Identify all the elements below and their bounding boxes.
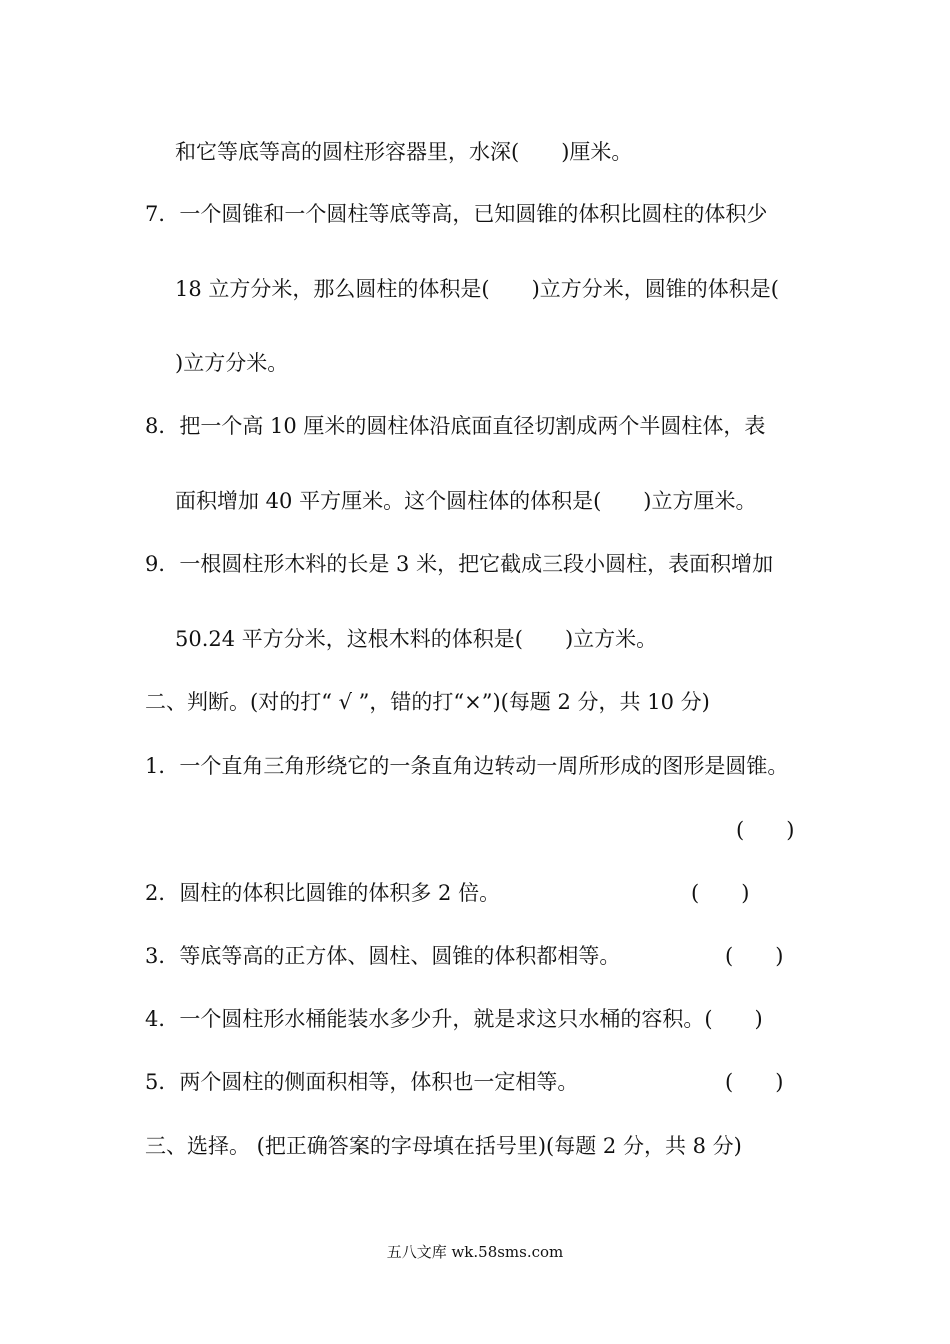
section-2-heading: 二、判断。(对的打“ √ ”，错的打“×”)(每题 2 分，共 10 分) bbox=[145, 690, 710, 714]
q7-text: 7．一个圆锥和一个圆柱等底等高，已知圆锥的体积比圆柱的体积少 bbox=[145, 202, 768, 226]
judge-2-answer-blank: ( ) bbox=[691, 881, 750, 905]
judge-5-text: 5．两个圆柱的侧面积相等，体积也一定相等。 bbox=[145, 1070, 579, 1094]
judge-1-text: 1．一个直角三角形绕它的一条直角边转动一周所形成的图形是圆锥。 bbox=[145, 754, 789, 778]
q9-text: 9．一根圆柱形木料的长是 3 米，把它截成三段小圆柱，表面积增加 bbox=[145, 552, 774, 576]
judge-3-text: 3．等底等高的正方体、圆柱、圆锥的体积都相等。 bbox=[145, 944, 621, 968]
judge-2-text: 2．圆柱的体积比圆锥的体积多 2 倍。 bbox=[145, 881, 501, 905]
q9-continuation: 50.24 平方分米，这根木料的体积是( )立方米。 bbox=[175, 627, 658, 651]
judge-1-answer-blank: ( ) bbox=[736, 818, 795, 842]
judge-3-answer-blank: ( ) bbox=[725, 944, 784, 968]
q6-continuation: 和它等底等高的圆柱形容器里，水深( )厘米。 bbox=[175, 140, 633, 164]
q8-text: 8．把一个高 10 厘米的圆柱体沿底面直径切割成两个半圆柱体，表 bbox=[145, 414, 766, 438]
judge-5-answer-blank: ( ) bbox=[725, 1070, 784, 1094]
footer-watermark: 五八文库 wk.58sms.com bbox=[386, 1243, 564, 1261]
q8-continuation: 面积增加 40 平方厘米。这个圆柱体的体积是( )立方厘米。 bbox=[175, 489, 757, 513]
q7-continuation-2: )立方分米。 bbox=[175, 351, 289, 375]
q7-continuation-1: 18 立方分米，那么圆柱的体积是( )立方分米，圆锥的体积是( bbox=[175, 277, 779, 301]
judge-4-text: 4．一个圆柱形水桶能装水多少升，就是求这只水桶的容积。( ) bbox=[145, 1007, 763, 1031]
section-3-heading: 三、选择。 (把正确答案的字母填在括号里)(每题 2 分，共 8 分) bbox=[145, 1134, 742, 1158]
